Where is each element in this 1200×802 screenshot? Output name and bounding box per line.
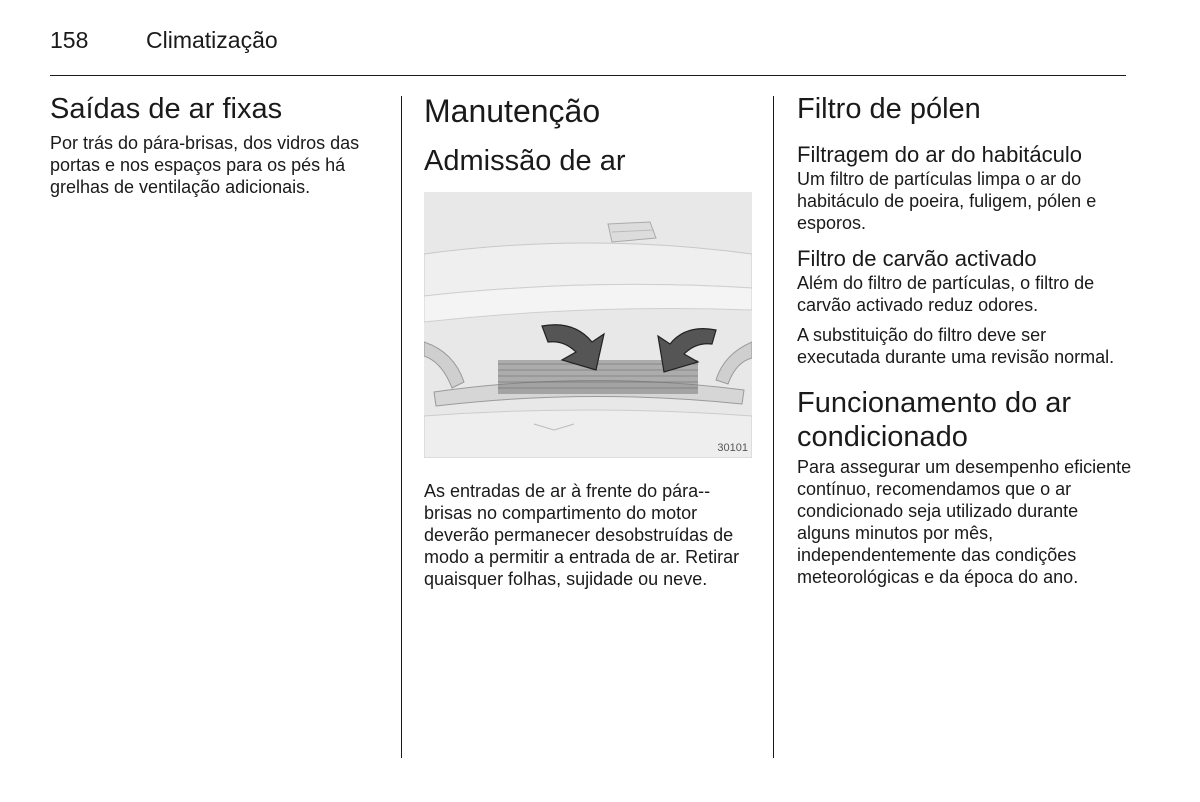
page-number: 158 bbox=[50, 27, 89, 53]
subheading-carbon-filter: Filtro de carvão activado bbox=[797, 246, 1037, 271]
column-3 bbox=[797, 92, 1132, 588]
figure-number: 30101 bbox=[717, 442, 748, 454]
air-intake-paragraph: As entradas de ar à frente do pára--brisas no compartimento do motor deverão permanecer desobstruídas de modo a permitir a entrada de ar. Retirar quaisquer folhas, sujidade ou neve. bbox=[424, 481, 740, 589]
section-heading-maintenance: Manutenção bbox=[424, 93, 601, 129]
subheading-air-intake: Admissão de ar bbox=[424, 145, 626, 177]
column-divider-1 bbox=[401, 96, 402, 758]
engine-bay-drawing bbox=[424, 192, 752, 458]
page-header bbox=[50, 26, 278, 54]
section-heading-pollen-filter: Filtro de pólen bbox=[797, 93, 981, 125]
fixed-vents-paragraph: Por trás do pára-brisas, dos vidros das portas e nos espaços para os pés há grelhas de ventilação adicionais. bbox=[50, 133, 360, 197]
column-2 bbox=[424, 92, 754, 590]
subheading-cabin-air: Filtragem do ar do habitáculo bbox=[797, 142, 1082, 167]
section-heading-fixed-vents: Saídas de ar fixas bbox=[50, 93, 283, 125]
column-divider-2 bbox=[773, 96, 774, 758]
section-title: Climatização bbox=[146, 27, 278, 53]
ac-operation-paragraph: Para assegurar um desempenho eficiente contínuo, recomendamos que o ar condicionado seja utilizado durante alguns minutos por mês, independentemente das condições meteorológicas e da época do ano. bbox=[797, 457, 1132, 587]
filter-replacement-paragraph: A substituição do filtro deve ser executada durante uma revisão normal. bbox=[797, 325, 1115, 367]
carbon-filter-paragraph: Além do filtro de partículas, o filtro de carvão activado reduz odores. bbox=[797, 273, 1095, 315]
section-heading-ac-operation: Funcionamento do ar condicionado bbox=[797, 387, 1072, 453]
column-1 bbox=[50, 92, 380, 198]
air-intake-illustration bbox=[424, 192, 752, 458]
header-rule bbox=[50, 75, 1126, 76]
cabin-air-paragraph: Um filtro de partículas limpa o ar do habitáculo de poeira, fuligem, pólen e esporos. bbox=[797, 169, 1097, 233]
